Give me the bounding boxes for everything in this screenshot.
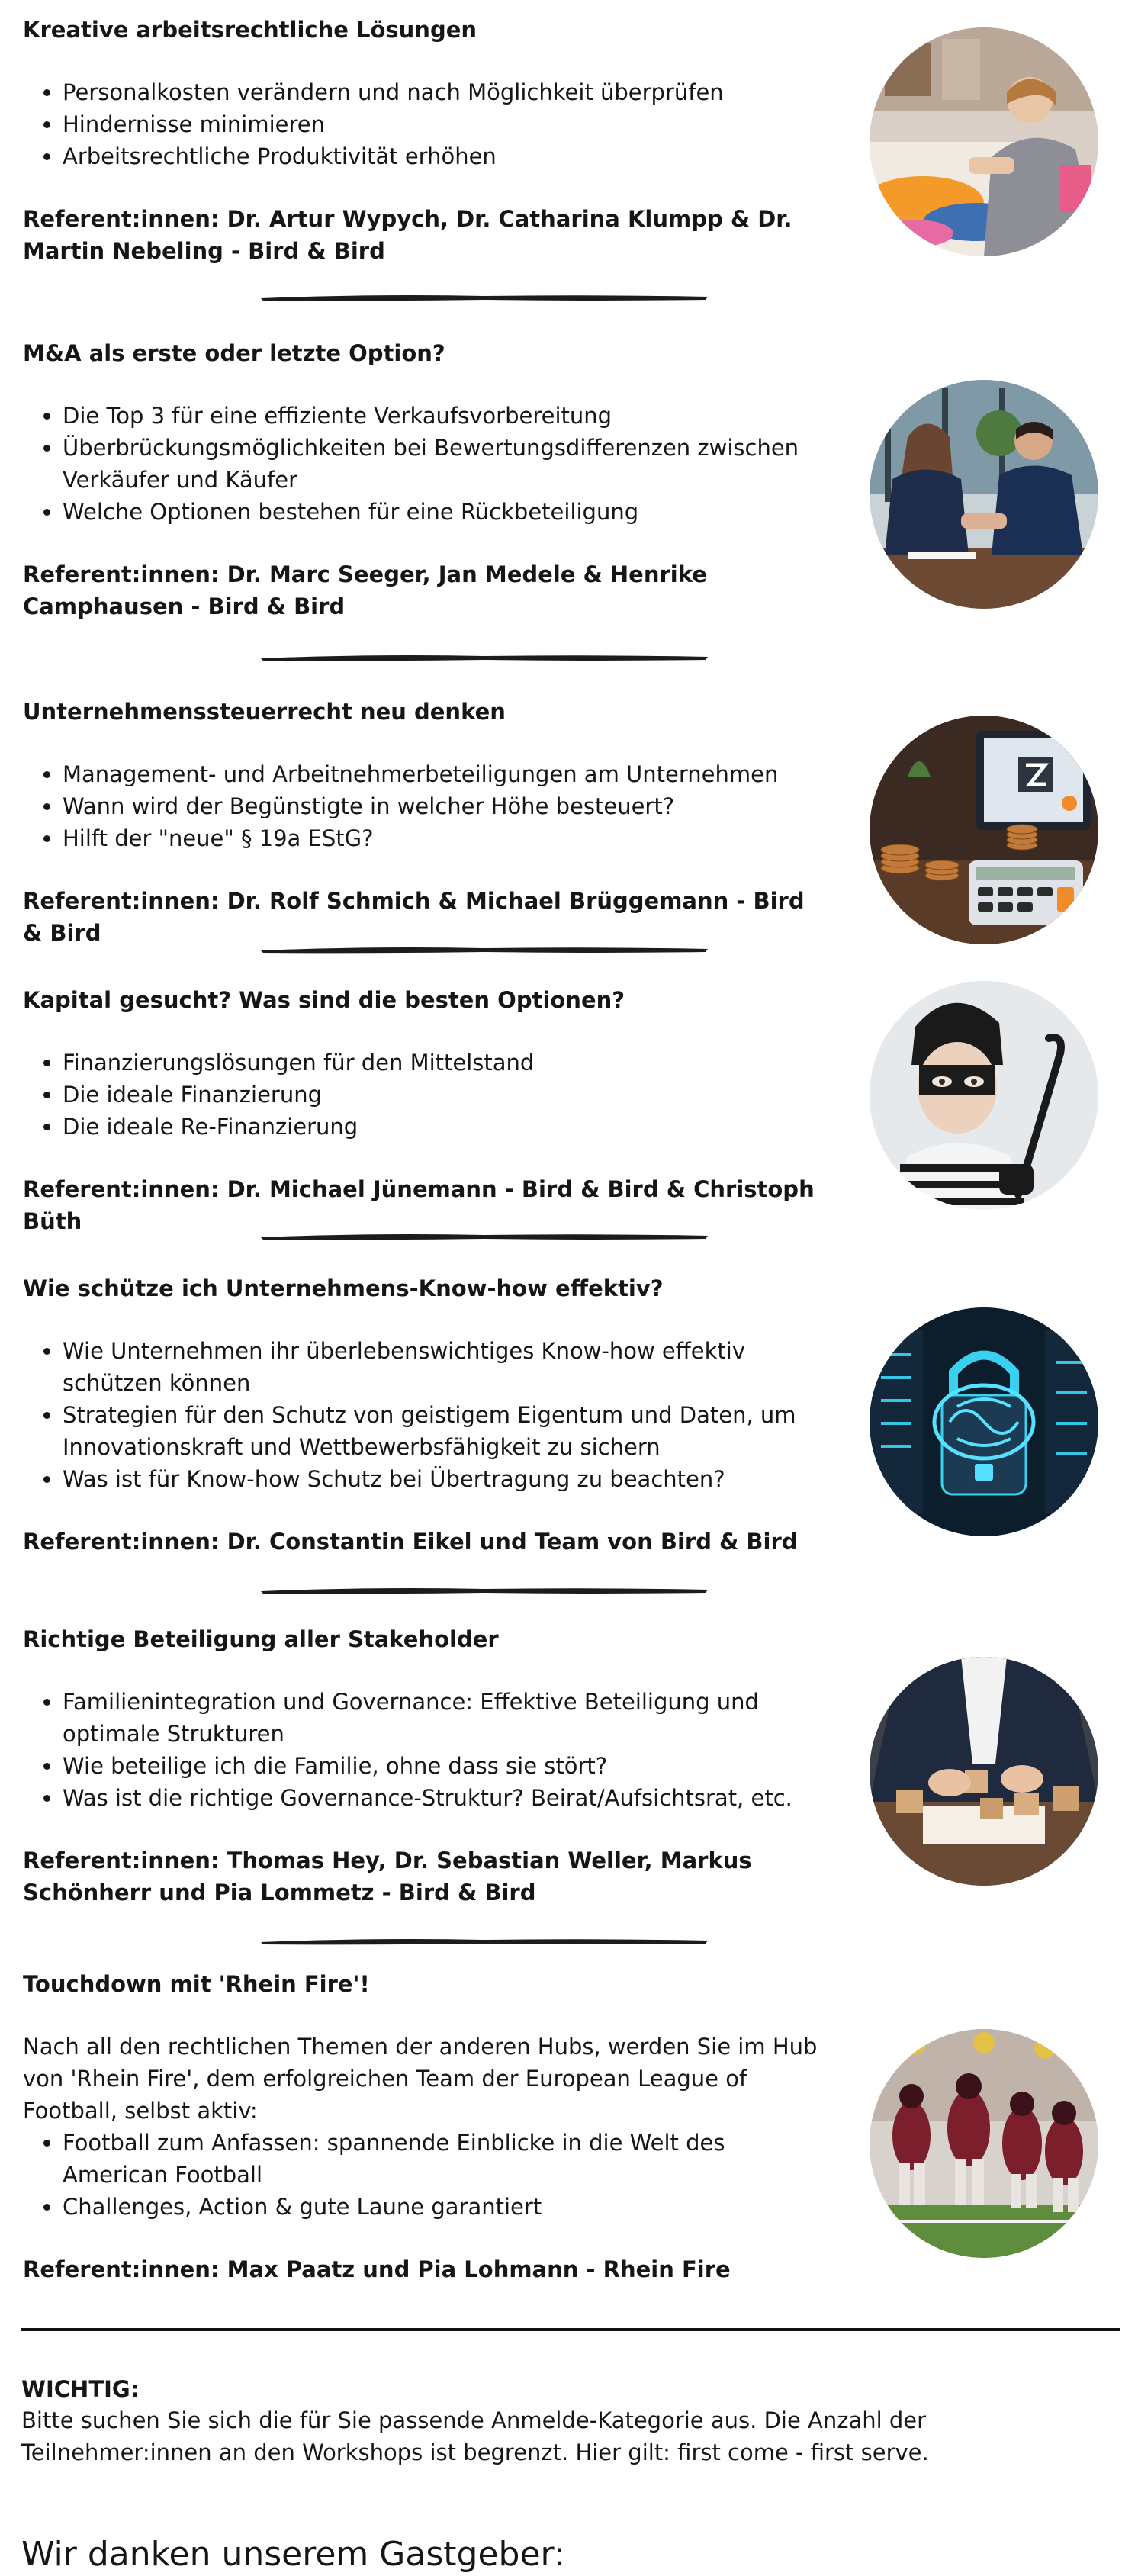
- session-title: Richtige Beteiligung aller Stakeholder: [23, 1626, 499, 1652]
- session-text: [23, 1968, 824, 2285]
- bullet-item: • Wann wird der Begünstigte in welcher Höhe besteuert?: [63, 790, 824, 822]
- session-title: Kapital gesucht? Was sind die besten Optionen?: [23, 987, 625, 1013]
- brush-divider: [259, 1231, 709, 1242]
- session-bullets: [23, 2127, 824, 2223]
- session-bullets: [23, 1686, 824, 1814]
- bullet-item: • Welche Optionen bestehen für eine Rückbeteiligung: [63, 496, 824, 528]
- burglar-photo: [870, 981, 1098, 1210]
- session-bullets: [23, 1047, 824, 1143]
- business-handshake-photo: [870, 380, 1098, 609]
- session-text: [23, 1623, 824, 1909]
- bullet-item: • Die ideale Re-Finanzierung: [63, 1111, 824, 1143]
- session-bullets: [23, 400, 824, 528]
- wooden-blocks-photo: [870, 1657, 1098, 1886]
- session-bullets: [23, 1335, 824, 1495]
- host-thanks: Wir danken unserem Gastgeber:: [21, 2535, 565, 2574]
- brush-divider: [259, 1936, 709, 1947]
- textile-workshop-photo: [870, 27, 1098, 256]
- brush-divider: [259, 944, 709, 955]
- bullet-item: • Familienintegration und Governance: Effektive Beteiligung und optimale Strukturen: [63, 1686, 824, 1750]
- session-text: [23, 337, 824, 622]
- notice-heading: WICHTIG:: [21, 2376, 140, 2402]
- bullet-item: • Die ideale Finanzierung: [63, 1079, 824, 1111]
- bullet-item: • Personalkosten verändern und nach Möglichkeit überprüfen: [63, 76, 824, 108]
- bullet-item: • Football zum Anfassen: spannende Einblicke in die Welt des American Football: [63, 2127, 824, 2191]
- session-title: Kreative arbeitsrechtliche Lösungen: [23, 17, 477, 43]
- american-football-photo: [870, 2029, 1098, 2258]
- section-divider: [21, 2328, 1120, 2331]
- session-speakers: Referent:innen: Thomas Hey, Dr. Sebastian Weller, Markus Schönherr und Pia Lommetz - Bird & Bird: [23, 1848, 752, 1905]
- bullet-item: • Arbeitsrechtliche Produktivität erhöhen: [63, 140, 824, 172]
- bullet-item: • Management- und Arbeitnehmerbeteiligungen am Unternehmen: [63, 758, 824, 790]
- bullet-item: • Überbrückungsmöglichkeiten bei Bewertungsdifferenzen zwischen Verkäufer und Käufer: [63, 432, 824, 496]
- session-text: [23, 696, 824, 949]
- session-speakers: Referent:innen: Dr. Artur Wypych, Dr. Catharina Klumpp & Dr. Martin Nebeling - Bird & Bird: [23, 206, 792, 264]
- session-speakers: Referent:innen: Dr. Rolf Schmich & Michael Brüggemann - Bird & Bird: [23, 888, 805, 946]
- session-title: Touchdown mit 'Rhein Fire'!: [23, 1971, 370, 1997]
- session-speakers: Referent:innen: Max Paatz und Pia Lohmann - Rhein Fire: [23, 2256, 731, 2282]
- session-text: [23, 984, 824, 1237]
- session-intro: Nach all den rechtlichen Themen der anderen Hubs, werden Sie im Hub von 'Rhein Fire', dem erfolgreichen Team der European League of Football, selbst aktiv:: [23, 2034, 818, 2124]
- important-notice: [21, 2374, 1120, 2468]
- bullet-item: • Was ist für Know-how Schutz bei Übertragung zu beachten?: [63, 1463, 824, 1495]
- coins-calculator-photo: [870, 716, 1098, 944]
- notice-text: Bitte suchen Sie sich die für Sie passende Anmelde-Kategorie aus. Die Anzahl der Teilnehmer:innen an den Workshops ist begrenzt. Hier gilt: first come - first serve.: [21, 2407, 929, 2465]
- session-text: [23, 1272, 824, 1558]
- bullet-item: • Finanzierungslösungen für den Mittelstand: [63, 1047, 824, 1079]
- brain-lock-photo: [870, 1307, 1098, 1536]
- bullet-item: • Hindernisse minimieren: [63, 108, 824, 140]
- bullet-item: • Wie Unternehmen ihr überlebenswichtiges Know-how effektiv schützen können: [63, 1335, 824, 1399]
- session-title: Unternehmenssteuerrecht neu denken: [23, 699, 506, 725]
- bullet-item: • Strategien für den Schutz von geistigem Eigentum und Daten, um Innovationskraft und Wettbewerbsfähigkeit zu sichern: [63, 1399, 824, 1463]
- bullet-item: • Wie beteilige ich die Familie, ohne dass sie stört?: [63, 1750, 824, 1782]
- brush-divider: [259, 292, 709, 303]
- session-speakers: Referent:innen: Dr. Michael Jünemann - Bird & Bird & Christoph Büth: [23, 1176, 815, 1234]
- session-bullets: [23, 758, 824, 854]
- bullet-item: • Challenges, Action & gute Laune garantiert: [63, 2191, 824, 2223]
- session-title: M&A als erste oder letzte Option?: [23, 340, 445, 366]
- session-title: Wie schütze ich Unternehmens-Know-how effektiv?: [23, 1275, 664, 1301]
- bullet-item: • Die Top 3 für eine effiziente Verkaufsvorbereitung: [63, 400, 824, 432]
- session-speakers: Referent:innen: Dr. Marc Seeger, Jan Medele & Henrike Camphausen - Bird & Bird: [23, 561, 707, 619]
- bullet-item: • Was ist die richtige Governance-Struktur? Beirat/Aufsichtsrat, etc.: [63, 1782, 824, 1814]
- session-bullets: [23, 76, 824, 172]
- session-text: [23, 14, 824, 267]
- brush-divider: [259, 1585, 709, 1596]
- bullet-item: • Hilft der "neue" § 19a EStG?: [63, 822, 824, 854]
- brush-divider: [259, 652, 709, 663]
- session-speakers: Referent:innen: Dr. Constantin Eikel und Team von Bird & Bird: [23, 1529, 798, 1555]
